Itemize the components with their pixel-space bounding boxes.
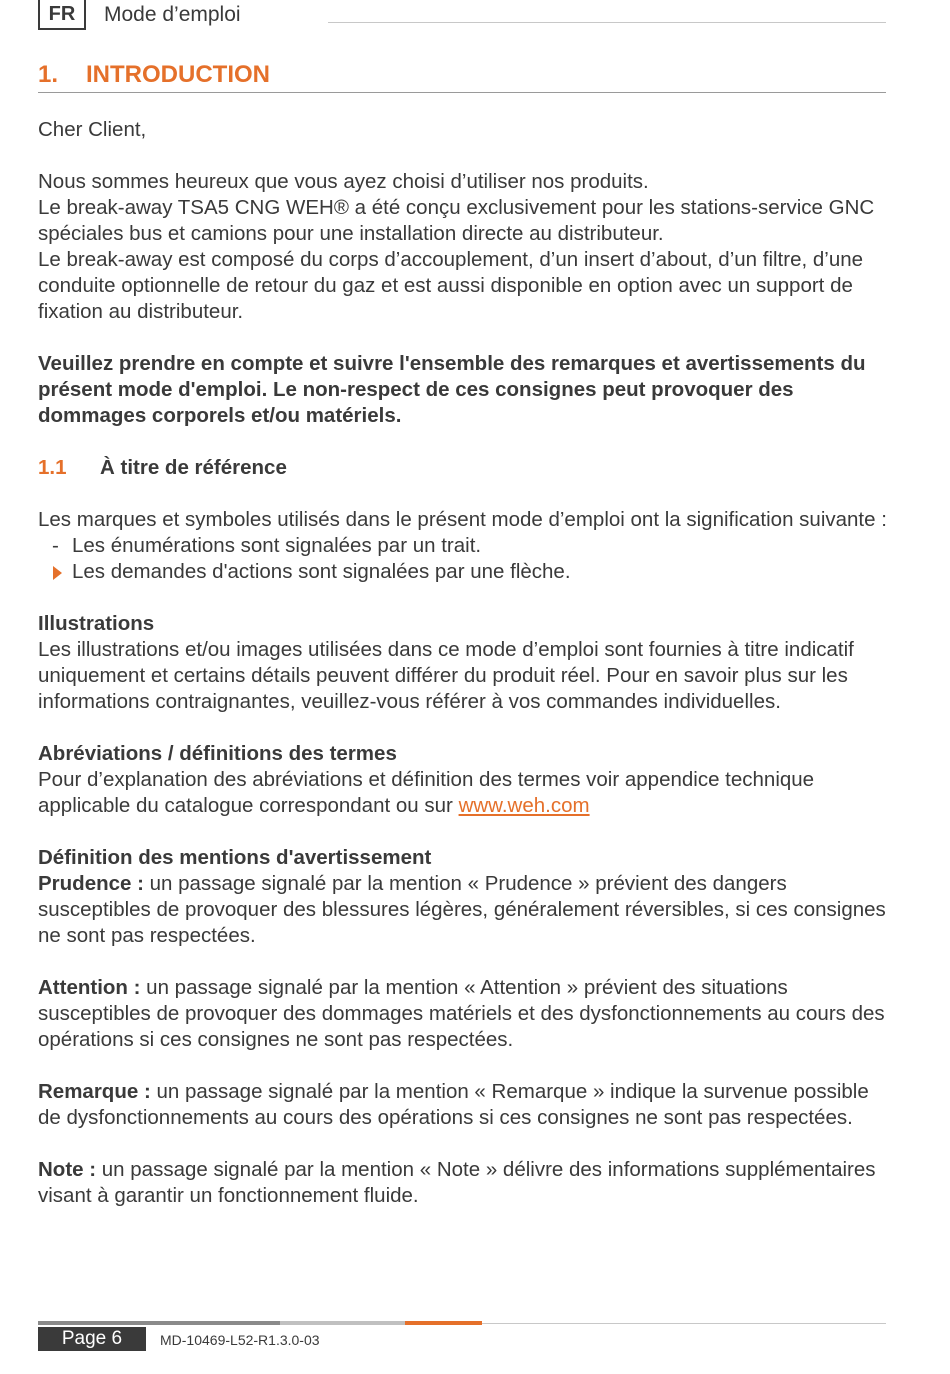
warning-term: Prudence : bbox=[38, 872, 144, 895]
abbreviations-body: Pour d’explanation des abréviations et définition des termes voir appendice technique applicable du catalogue correspondant ou sur bbox=[38, 768, 815, 817]
arrow-right-icon bbox=[53, 566, 62, 580]
footer-accent-bar bbox=[405, 1321, 482, 1325]
weh-website-link[interactable]: www.weh.com bbox=[458, 794, 590, 817]
section-title: INTRODUCTION bbox=[86, 61, 270, 88]
list-item bbox=[38, 533, 890, 559]
warning-term: Note : bbox=[38, 1158, 97, 1181]
language-badge: FR bbox=[38, 0, 86, 30]
greeting: Cher Client, bbox=[38, 118, 147, 141]
warning-term: Attention : bbox=[38, 976, 141, 999]
illustrations-heading: Illustrations bbox=[38, 612, 155, 635]
illustrations-text: Les illustrations et/ou images utilisées dans ce mode d’emploi sont fournies à titre indicatif uniquement et certains détails peuvent différer du produit réel. Pour en savoir plus sur les informations contraignantes, veuillez-vous référer à vos commandes individuelles. bbox=[38, 638, 854, 713]
document-id: MD-10469-L52-R1.3.0-03 bbox=[160, 1332, 320, 1348]
intro-line-1: Nous sommes heureux que vous ayez choisi d’utiliser nos produits. bbox=[38, 170, 649, 193]
list-item-text: Les demandes d'actions sont signalées par une flèche. bbox=[72, 560, 571, 583]
intro-line-3: Le break-away est composé du corps d’accouplement, d’un insert d’about, d’un filtre, d’une conduite optionnelle de retour du gaz et est aussi disponible en option avec un support de fixation au distributeur. bbox=[38, 248, 864, 323]
subsection-number: 1.1 bbox=[38, 456, 67, 479]
warnings-heading: Définition des mentions d'avertissement bbox=[38, 846, 432, 869]
abbreviations-heading: Abréviations / définitions des termes bbox=[38, 742, 397, 765]
page-content bbox=[38, 117, 890, 1209]
footer-accent-bar bbox=[38, 1321, 280, 1325]
section-number: 1. bbox=[38, 61, 59, 88]
abbreviations-text bbox=[38, 767, 890, 819]
subsection-title: À titre de référence bbox=[100, 456, 287, 479]
section-heading bbox=[38, 60, 270, 90]
header-divider bbox=[328, 22, 886, 23]
warning-attention bbox=[38, 975, 890, 1053]
subsection-heading bbox=[38, 455, 890, 481]
intro-line-2: Le break-away TSA5 CNG WEH® a été conçu exclusivement pour les stations-service GNC spéciales bus et camions pour une installation directe au distributeur. bbox=[38, 196, 875, 245]
warning-note bbox=[38, 1157, 890, 1209]
document-type-title: Mode d’emploi bbox=[104, 3, 241, 26]
symbols-intro: Les marques et symboles utilisés dans le présent mode d’emploi ont la signification suivante : bbox=[38, 508, 887, 531]
list-item bbox=[38, 559, 890, 585]
dash-marker: - bbox=[52, 534, 59, 557]
safety-warning: Veuillez prendre en compte et suivre l'ensemble des remarques et avertissements du présent mode d'emploi. Le non-respect de ces consignes peut provoquer des dommages corporels et/ou matériels. bbox=[38, 352, 866, 427]
footer-accent-bar bbox=[280, 1321, 405, 1325]
section-divider bbox=[38, 92, 886, 93]
warning-text: un passage signalé par la mention « Remarque » indique la survenue possible de dysfonctionnements au cours des opérations si ces consignes ne sont pas respectées. bbox=[38, 1080, 869, 1129]
list-item-text: Les énumérations sont signalées par un trait. bbox=[72, 534, 482, 557]
warning-text: un passage signalé par la mention « Note » délivre des informations supplémentaires visant à garantir un fonctionnement fluide. bbox=[38, 1158, 876, 1207]
warning-prudence bbox=[38, 871, 890, 949]
page-number: Page 6 bbox=[38, 1327, 146, 1351]
warning-remarque bbox=[38, 1079, 890, 1131]
warning-text: un passage signalé par la mention « Attention » prévient des situations susceptibles de provoquer des dommages matériels et des dysfonctionnements au cours des opérations si ces consignes ne sont pas respectées. bbox=[38, 976, 885, 1051]
warning-text: un passage signalé par la mention « Prudence » prévient des dangers susceptibles de provoquer des blessures légères, généralement réversibles, si ces consignes ne sont pas respectées. bbox=[38, 872, 886, 947]
warning-term: Remarque : bbox=[38, 1080, 151, 1103]
